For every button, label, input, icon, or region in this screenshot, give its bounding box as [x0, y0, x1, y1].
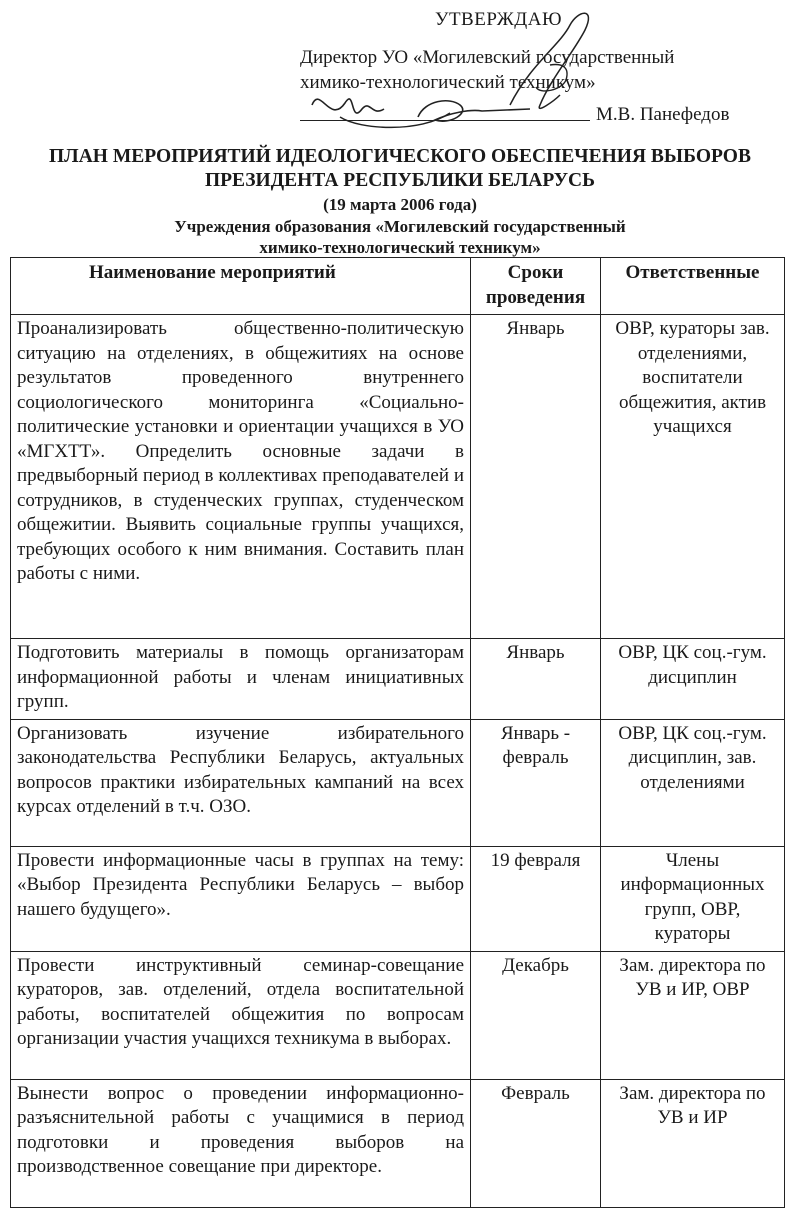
approval-signer-name: М.В. Панефедов: [596, 104, 730, 125]
table-row: [11, 639, 785, 720]
deadline-cell: 19 февраля: [471, 846, 601, 951]
table-header-row: [11, 258, 785, 315]
header-responsible: Ответственные: [601, 258, 785, 315]
document-date: (19 марта 2006 года): [323, 195, 477, 214]
handwritten-signature: [300, 5, 620, 135]
activity-cell: Проанализировать общественно-политическую ситуацию на отделениях, в общежитиях на основе результатов проведенного внутреннего социологического мониторинга «Социально-политические установки и ориентации учащихся в УО «МГХТТ». Определить основные задачи в предвыборный период в коллективах преподавателей и сотрудников, в студенческих группах, студенческом общежитии. Выявить социальные группы учащихся, требующих особого к ним внимания. Составить план работы с ними.: [11, 315, 471, 639]
activity-cell: Вынести вопрос о проведении информационно-разъяснительной работы с учащимися в период подготовки и проведения выборов на производственное совещание при директоре.: [11, 1079, 471, 1207]
header-deadline-line2: проведения: [485, 286, 586, 308]
document-title-block: [0, 145, 800, 258]
document-title-line2: ПРЕЗИДЕНТА РЕСПУБЛИКИ БЕЛАРУСЬ: [204, 170, 596, 191]
deadline-cell: Январь: [471, 315, 601, 639]
activity-cell: Провести информационные часы в группах на тему: «Выбор Президента Республики Беларусь – выбор нашего будущего».: [11, 846, 471, 951]
institution-line2: химико-технологический техникум»: [259, 238, 541, 257]
document-title-line1: ПЛАН МЕРОПРИЯТИЙ ИДЕОЛОГИЧЕСКОГО ОБЕСПЕЧЕНИЯ ВЫБОРОВ: [49, 146, 751, 167]
deadline-cell: Январь: [471, 639, 601, 720]
header-deadline: [471, 258, 601, 315]
activity-cell: Подготовить материалы в помощь организаторам информационной работы и членам инициативных групп.: [11, 639, 471, 720]
header-activity-name: Наименование мероприятий: [11, 258, 471, 315]
deadline-cell: Декабрь: [471, 951, 601, 1079]
approval-director-line2: химико-технологический техникум»: [300, 72, 596, 93]
responsible-cell: ОВР, кураторы зав. отделениями, воспитатели общежития, актив учащихся: [601, 315, 785, 639]
approval-heading: УТВЕРЖДАЮ: [435, 9, 562, 30]
activity-cell: Провести инструктивный семинар-совещание кураторов, зав. отделений, отдела воспитательной работы, воспитателей общежития по вопросам организации участия учащихся техникума в выборах.: [11, 951, 471, 1079]
responsible-cell: Зам. директора по УВ и ИР: [601, 1079, 785, 1207]
responsible-cell: ОВР, ЦК соц.-гум. дисциплин, зав. отделениями: [601, 719, 785, 846]
table-row: [11, 951, 785, 1079]
table-row: [11, 846, 785, 951]
responsible-cell: ОВР, ЦК соц.-гум. дисциплин: [601, 639, 785, 720]
deadline-cell: Январь - февраль: [471, 719, 601, 846]
activity-cell: Организовать изучение избирательного законодательства Республики Беларусь, актуальных вопросов практики избирательных кампаний на всех курсах отделений в т.ч. ОЗО.: [11, 719, 471, 846]
header-deadline-line1: Сроки: [507, 262, 564, 283]
table-row: [11, 315, 785, 639]
responsible-cell: Члены информационных групп, ОВР, кураторы: [601, 846, 785, 951]
institution-line1: Учреждения образования «Могилевский государственный: [174, 217, 626, 236]
table-row: [11, 1079, 785, 1207]
approval-director-line1: Директор УО «Могилевский государственный: [300, 47, 675, 68]
plan-table: [10, 257, 785, 1208]
table-row: [11, 719, 785, 846]
responsible-cell: Зам. директора по УВ и ИР, ОВР: [601, 951, 785, 1079]
deadline-cell: Февраль: [471, 1079, 601, 1207]
